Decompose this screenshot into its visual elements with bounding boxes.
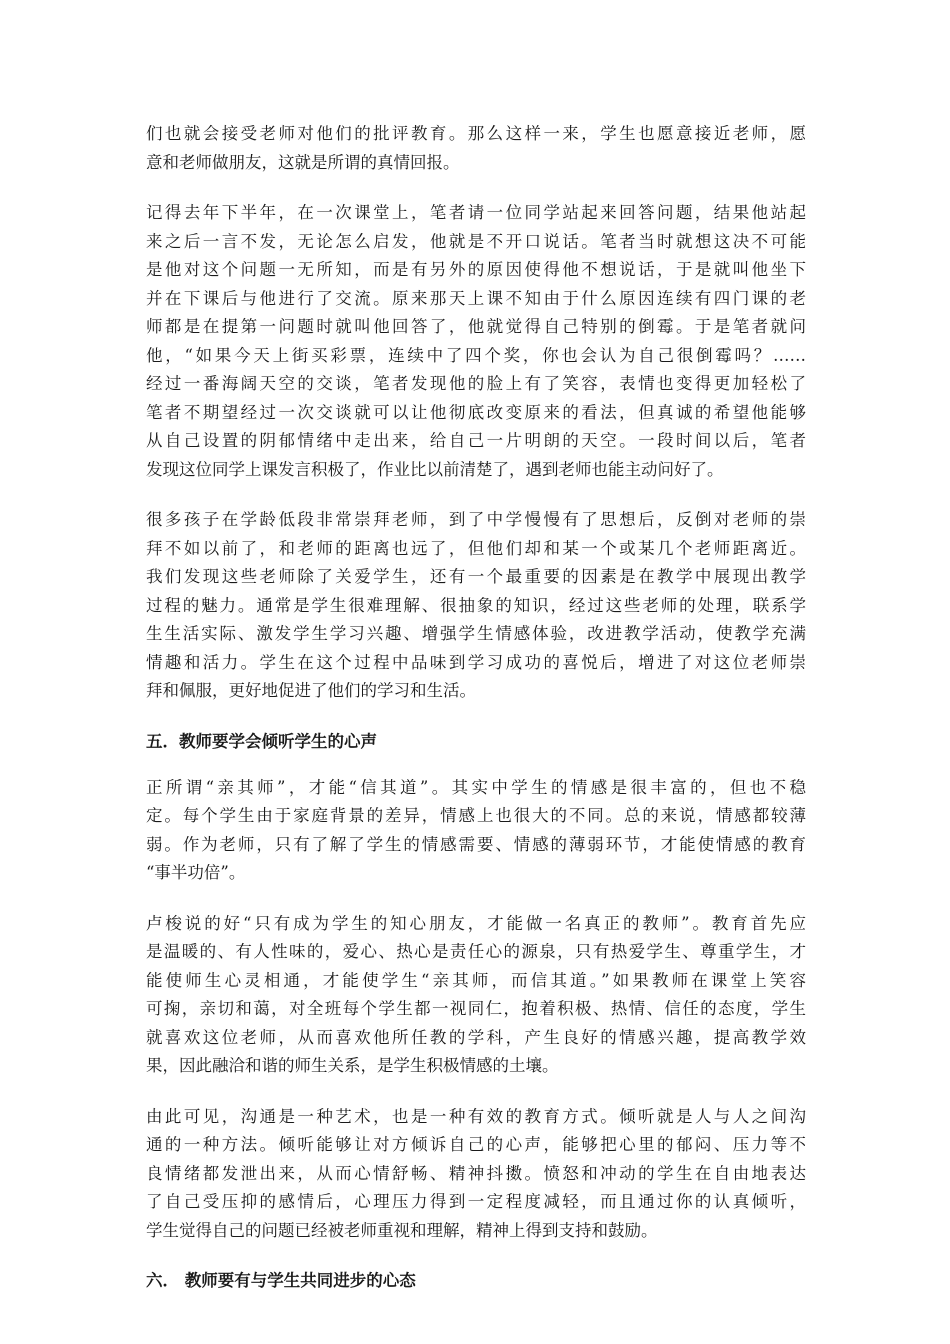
- paragraph-line: 了自己受压抑的感情后，心理压力得到一定程度减轻，而且通过你的认真倾听，: [146, 1192, 806, 1211]
- paragraph-line: 我们发现这些老师除了关爱学生，还有一个最重要的因素是在教学中展现出教学: [146, 567, 806, 586]
- paragraph-line: 良情绪都发泄出来，从而心情舒畅、精神抖擞。愤怒和冲动的学生在自由地表达: [146, 1163, 806, 1183]
- paragraph-line: 拜不如以前了，和老师的距离也远了，但他们却和某一个或某几个老师距离近。: [146, 538, 806, 558]
- paragraph-line: 经过一番海阔天空的交谈，笔者发现他的脸上有了笑容，表情也变得更加轻松了: [146, 374, 806, 393]
- paragraph-line: 弱。作为老师，只有了解了学生的情感需要、情感的薄弱环节，才能使情感的教育: [146, 834, 806, 854]
- paragraph-line: 很多孩子在学龄低段非常崇拜老师，到了中学慢慢有了思想后，反倒对老师的崇: [146, 510, 806, 529]
- paragraph-line: 果，因此融洽和谐的师生关系，是学生积极情感的土壤。: [146, 1056, 559, 1075]
- paragraph-line: 拜和佩服，更好地促进了他们的学习和生活。: [146, 681, 476, 700]
- document-page: [146, 120, 806, 1313]
- paragraph-line: 正所谓“亲其师”，才能“信其道”。其实中学生的情感是很丰富的，但也不稳: [146, 777, 806, 797]
- paragraph-line: 是他对这个问题一无所知，而是有另外的原因使得他不想说话，于是就叫他坐下: [146, 260, 806, 279]
- paragraph-line: 们也就会接受老师对他们的批评教育。那么这样一来，学生也愿意接近老师，愿: [146, 124, 806, 143]
- paragraph-3: [146, 506, 806, 706]
- paragraph-line: 能使师生心灵相通，才能使学生“亲其师，而信其道。”如果教师在课堂上笑容: [146, 970, 806, 990]
- paragraph-line: 从自己设置的阴郁情绪中走出来，给自己一片明朗的天空。一段时间以后，笔者: [146, 431, 806, 450]
- paragraph-5: [146, 910, 806, 1081]
- paragraph-6: [146, 1103, 806, 1246]
- paragraph-line: 可掬，亲切和蔼，对全班每个学生都一视同仁，抱着积极、热情、信任的态度，学生: [146, 999, 806, 1018]
- paragraph-4: [146, 774, 806, 888]
- paragraph-line: 师都是在提第一问题时就叫他回答了，他就觉得自己特别的倒霉。于是笔者就问: [146, 317, 806, 336]
- section-heading-6: 六． 教师要有与学生共同进步的心态: [146, 1271, 416, 1290]
- paragraph-line: 记得去年下半年，在一次课堂上，笔者请一位同学站起来回答问题，结果他站起: [146, 203, 806, 222]
- paragraph-1: [146, 120, 806, 177]
- paragraph-line: 发现这位同学上课发言积极了，作业比以前清楚了，遇到老师也能主动问好了。: [146, 459, 724, 479]
- paragraph-line: 定。每个学生由于家庭背景的差异，情感上也很大的不同。总的来说，情感都较薄: [146, 806, 806, 825]
- paragraph-line: 卢梭说的好“只有成为学生的知心朋友，才能做一名真正的教师”。教育首先应: [146, 913, 806, 933]
- paragraph-line: 学生觉得自己的问题已经被老师重视和理解，精神上得到支持和鼓励。: [146, 1220, 658, 1240]
- paragraph-2: [146, 199, 806, 484]
- paragraph-line: 是温暖的、有人性味的，爱心、热心是责任心的源泉，只有热爱学生、尊重学生，才: [146, 942, 806, 961]
- paragraph-line: 他，“如果今天上街买彩票，连续中了四个奖，你也会认为自己很倒霉吗？……: [146, 345, 806, 365]
- paragraph-line: 并在下课后与他进行了交流。原来那天上课不知由于什么原因连续有四门课的老: [146, 288, 806, 308]
- paragraph-line: 就喜欢这位老师，从而喜欢他所任教的学科，产生良好的情感兴趣，提高教学效: [146, 1027, 806, 1047]
- paragraph-line: 笔者不期望经过一次交谈就可以让他彻底改变原来的看法，但真诚的希望他能够: [146, 402, 806, 422]
- paragraph-line: 生生活实际、激发学生学习兴趣、增强学生情感体验，改进教学活动，使教学充满: [146, 624, 806, 643]
- paragraph-line: 来之后一言不发，无论怎么启发，他就是不开口说话。笔者当时就想这决不可能: [146, 231, 806, 251]
- paragraph-line: 通的一种方法。倾听能够让对方倾诉自己的心声，能够把心里的郁闷、压力等不: [146, 1135, 806, 1154]
- paragraph-line: 过程的魅力。通常是学生很难理解、很抽象的知识，经过这些老师的处理，联系学: [146, 595, 806, 615]
- paragraph-line: 意和老师做朋友，这就是所谓的真情回报。: [146, 152, 460, 172]
- paragraph-line: 由此可见，沟通是一种艺术，也是一种有效的教育方式。倾听就是人与人之间沟: [146, 1106, 806, 1126]
- paragraph-line: “事半功倍”。: [146, 863, 246, 882]
- paragraph-line: 情趣和活力。学生在这个过程中品味到学习成功的喜悦后，增进了对这位老师崇: [146, 652, 806, 672]
- section-heading-5: 五．教师要学会倾听学生的心声: [146, 731, 377, 751]
